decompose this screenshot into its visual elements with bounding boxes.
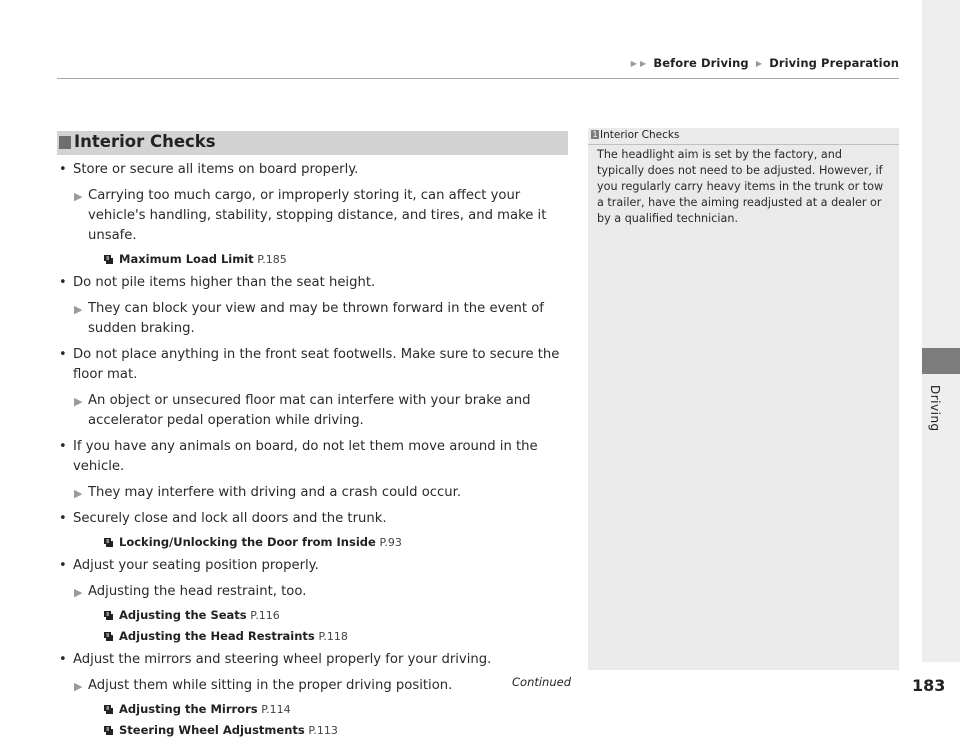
sub-text: They may interfere with driving and a crash could occur.	[88, 485, 462, 500]
cross-reference[interactable]	[57, 629, 577, 644]
square-bullet-icon	[59, 136, 71, 149]
sub-item	[57, 582, 577, 602]
reference-title[interactable]: Adjusting the Seats	[119, 608, 247, 622]
chapter-tab-label[interactable]: Driving	[928, 385, 942, 432]
reference-page[interactable]: P.113	[308, 724, 338, 737]
arrow-icon: ▶	[755, 59, 763, 68]
sidebar-divider	[588, 144, 899, 145]
sub-text: An object or unsecured floor mat can interfere with your brake and accelerator pedal operation while driving.	[88, 393, 531, 428]
reference-title[interactable]: Adjusting the Mirrors	[119, 702, 258, 716]
bullet-item	[57, 556, 577, 576]
bullet-dot-icon: •	[59, 558, 67, 573]
reference-arrow-icon	[103, 631, 114, 642]
sub-item	[57, 186, 577, 246]
cross-reference[interactable]	[57, 535, 577, 550]
sub-item	[57, 299, 577, 339]
cross-reference[interactable]	[57, 608, 577, 623]
section-heading	[57, 131, 568, 155]
cross-reference[interactable]	[57, 702, 577, 717]
reference-title[interactable]: Maximum Load Limit	[119, 252, 254, 266]
triangle-icon: ▶	[74, 487, 83, 500]
bullet-dot-icon: •	[59, 347, 67, 362]
reference-arrow-icon	[103, 725, 114, 736]
breadcrumb-item[interactable]: Driving Preparation	[769, 56, 899, 70]
bullet-item	[57, 160, 577, 180]
bullet-dot-icon: •	[59, 439, 67, 454]
sub-text: Adjust them while sitting in the proper driving position.	[88, 678, 453, 693]
header-divider	[57, 78, 899, 79]
cross-reference[interactable]	[57, 723, 577, 738]
bullet-item	[57, 437, 577, 477]
note-number-badge: 1	[592, 130, 598, 139]
cross-reference[interactable]	[57, 252, 577, 267]
sidebar-note	[588, 128, 899, 670]
page-number: 183	[912, 676, 946, 695]
reference-page[interactable]: P.93	[379, 536, 402, 549]
sidebar-body: The headlight aim is set by the factory, and typically does not need to be adjusted. However, if you regularly carry heavy items in the trunk or tow a trailer, have the aiming readjusted at a dealer or by a qualified technician.	[597, 148, 884, 225]
sub-item	[57, 391, 577, 431]
bullet-text: Store or secure all items on board properly.	[73, 162, 359, 177]
breadcrumb	[628, 56, 899, 70]
bullet-item	[57, 345, 577, 385]
section-title: Interior Checks	[74, 132, 216, 151]
continued-label: Continued	[512, 675, 572, 689]
sub-item	[57, 483, 577, 503]
reference-page[interactable]: P.114	[261, 703, 291, 716]
sidebar-heading	[588, 129, 679, 144]
reference-arrow-icon	[103, 254, 114, 265]
reference-arrow-icon	[103, 537, 114, 548]
reference-title[interactable]: Locking/Unlocking the Door from Inside	[119, 535, 376, 549]
reference-page[interactable]: P.118	[318, 630, 348, 643]
arrow-icon: ▶	[630, 59, 637, 68]
bullet-text: If you have any animals on board, do not let them move around in the vehicle.	[73, 439, 538, 474]
triangle-icon: ▶	[74, 303, 83, 316]
reference-title[interactable]: Adjusting the Head Restraints	[119, 629, 315, 643]
bullet-text: Do not place anything in the front seat footwells. Make sure to secure the floor mat.	[73, 347, 560, 382]
bullet-item	[57, 509, 577, 529]
sidebar-heading-text: Interior Checks	[600, 129, 680, 141]
sub-text: Adjusting the head restraint, too.	[88, 584, 307, 599]
sub-text: They can block your view and may be thrown forward in the event of sudden braking.	[88, 301, 544, 336]
triangle-icon: ▶	[74, 190, 83, 203]
triangle-icon: ▶	[74, 586, 83, 599]
bullet-dot-icon: •	[59, 652, 67, 667]
chapter-tab-background	[922, 0, 960, 348]
breadcrumb-item[interactable]: Before Driving	[653, 56, 749, 70]
sub-text: Carrying too much cargo, or improperly storing it, can affect your vehicle's handling, stability, stopping distance, and tires, and make it unsafe.	[88, 188, 547, 243]
reference-page[interactable]: P.116	[250, 609, 280, 622]
triangle-icon: ▶	[74, 395, 83, 408]
bullet-text: Do not pile items higher than the seat height.	[73, 275, 376, 290]
bullet-text: Adjust the mirrors and steering wheel properly for your driving.	[73, 652, 492, 667]
bullet-item	[57, 273, 577, 293]
triangle-icon: ▶	[74, 680, 83, 693]
arrow-icon: ▶	[639, 59, 647, 68]
bullet-item	[57, 650, 577, 670]
bullet-dot-icon: •	[59, 511, 67, 526]
bullet-dot-icon: •	[59, 162, 67, 177]
reference-arrow-icon	[103, 704, 114, 715]
reference-page[interactable]: P.185	[257, 253, 287, 266]
reference-title[interactable]: Steering Wheel Adjustments	[119, 723, 305, 737]
sub-item	[57, 676, 577, 696]
main-content	[57, 160, 577, 744]
bullet-text: Securely close and lock all doors and the trunk.	[73, 511, 387, 526]
bullet-text: Adjust your seating position properly.	[73, 558, 319, 573]
bullet-dot-icon: •	[59, 275, 67, 290]
reference-arrow-icon	[103, 610, 114, 621]
chapter-tab-marker	[922, 348, 960, 374]
